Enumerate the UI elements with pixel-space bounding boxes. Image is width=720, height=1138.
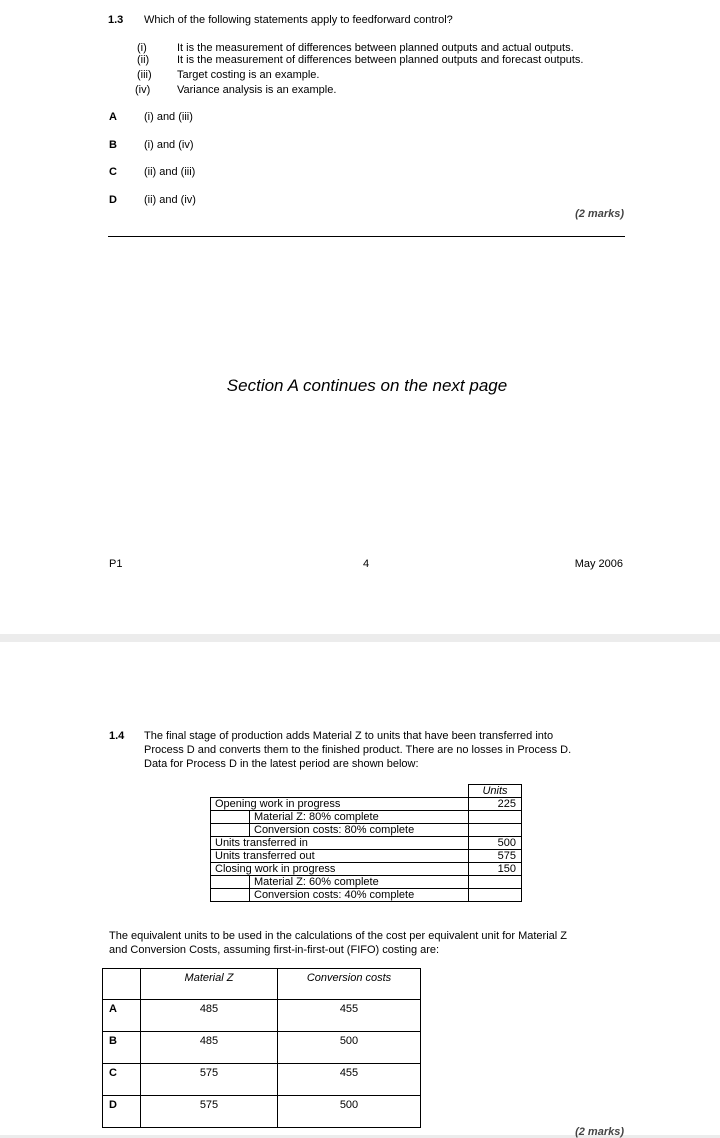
followup-line: The equivalent units to be used in the calculations of the cost per equivalent unit for Material Z (109, 930, 567, 942)
footer-paper-code: P1 (109, 558, 123, 570)
row-label: Units transferred in (211, 837, 469, 850)
table-row (211, 798, 522, 811)
units-header: Units (469, 785, 522, 798)
question-number: 1.4 (109, 730, 125, 742)
option-letter: B (109, 139, 117, 151)
conversion-value: 455 (278, 1064, 421, 1096)
option-letter: B (103, 1032, 141, 1064)
question-line: Data for Process D in the latest period are shown below: (144, 758, 419, 770)
table-header-row (211, 785, 522, 798)
table-row (211, 863, 522, 876)
option-letter: C (103, 1064, 141, 1096)
question-text: Which of the following statements apply to feedforward control? (144, 14, 453, 26)
process-data-table (210, 784, 522, 902)
row-label: Material Z: 60% complete (250, 876, 469, 889)
statement-number: (i) (137, 42, 147, 54)
marks-label: (2 marks) (575, 208, 624, 220)
table-row (211, 837, 522, 850)
row-value (469, 889, 522, 902)
answer-header-row (103, 969, 421, 1000)
conversion-value: 500 (278, 1032, 421, 1064)
row-value: 225 (469, 798, 522, 811)
row-label: Material Z: 80% complete (250, 811, 469, 824)
conversion-value: 455 (278, 1000, 421, 1032)
row-label: Closing work in progress (211, 863, 469, 876)
divider-line (108, 236, 625, 237)
row-label: Conversion costs: 80% complete (250, 824, 469, 837)
table-row (211, 824, 522, 837)
option-letter: D (109, 194, 117, 206)
material-value: 575 (141, 1064, 278, 1096)
row-value (469, 824, 522, 837)
question-number: 1.3 (108, 14, 124, 26)
answer-row (103, 1064, 421, 1096)
row-value: 575 (469, 850, 522, 863)
option-letter: A (109, 111, 117, 123)
statement-text: It is the measurement of differences between planned outputs and actual outputs. (177, 42, 574, 54)
row-value: 150 (469, 863, 522, 876)
material-value: 485 (141, 1000, 278, 1032)
statement-text: It is the measurement of differences between planned outputs and forecast outputs. (177, 54, 584, 66)
table-row (211, 811, 522, 824)
option-letter: C (109, 166, 117, 178)
footer-page-number: 4 (363, 558, 370, 570)
option-letter: A (103, 1000, 141, 1032)
question-line: The final stage of production adds Material Z to units that have been transferred into (144, 730, 554, 742)
conversion-value: 500 (278, 1096, 421, 1128)
row-label: Units transferred out (211, 850, 469, 863)
row-label: Opening work in progress (211, 798, 469, 811)
answer-row (103, 1000, 421, 1032)
material-value: 485 (141, 1032, 278, 1064)
marks-label: (2 marks) (575, 1126, 624, 1138)
header-conversion-costs: Conversion costs (278, 969, 421, 1000)
option-letter: D (103, 1096, 141, 1128)
exam-page-2 (0, 642, 720, 1138)
header-material-z: Material Z (141, 969, 278, 1000)
statement-number: (iii) (137, 69, 152, 81)
table-row (211, 889, 522, 902)
statement-text: Variance analysis is an example. (177, 84, 337, 96)
row-label: Conversion costs: 40% complete (250, 889, 469, 902)
row-value (469, 811, 522, 824)
answer-row (103, 1032, 421, 1064)
answer-row (103, 1096, 421, 1128)
answer-table (102, 968, 421, 1128)
material-value: 575 (141, 1096, 278, 1128)
followup-line: and Conversion Costs, assuming first-in-first-out (FIFO) costing are: (109, 944, 440, 956)
section-continues-note: Section A continues on the next page (226, 376, 508, 395)
option-text: (ii) and (iii) (144, 166, 196, 178)
statement-text: Target costing is an example. (177, 69, 320, 81)
option-text: (i) and (iv) (144, 139, 194, 151)
footer-date: May 2006 (574, 558, 623, 570)
table-row (211, 876, 522, 889)
option-text: (ii) and (iv) (144, 194, 196, 206)
option-text: (i) and (iii) (144, 111, 193, 123)
row-value (469, 876, 522, 889)
question-line: Process D and converts them to the finished product. There are no losses in Process D. (144, 744, 572, 756)
statement-number: (ii) (137, 54, 150, 66)
row-value: 500 (469, 837, 522, 850)
table-row (211, 850, 522, 863)
statement-number: (iv) (135, 84, 151, 96)
